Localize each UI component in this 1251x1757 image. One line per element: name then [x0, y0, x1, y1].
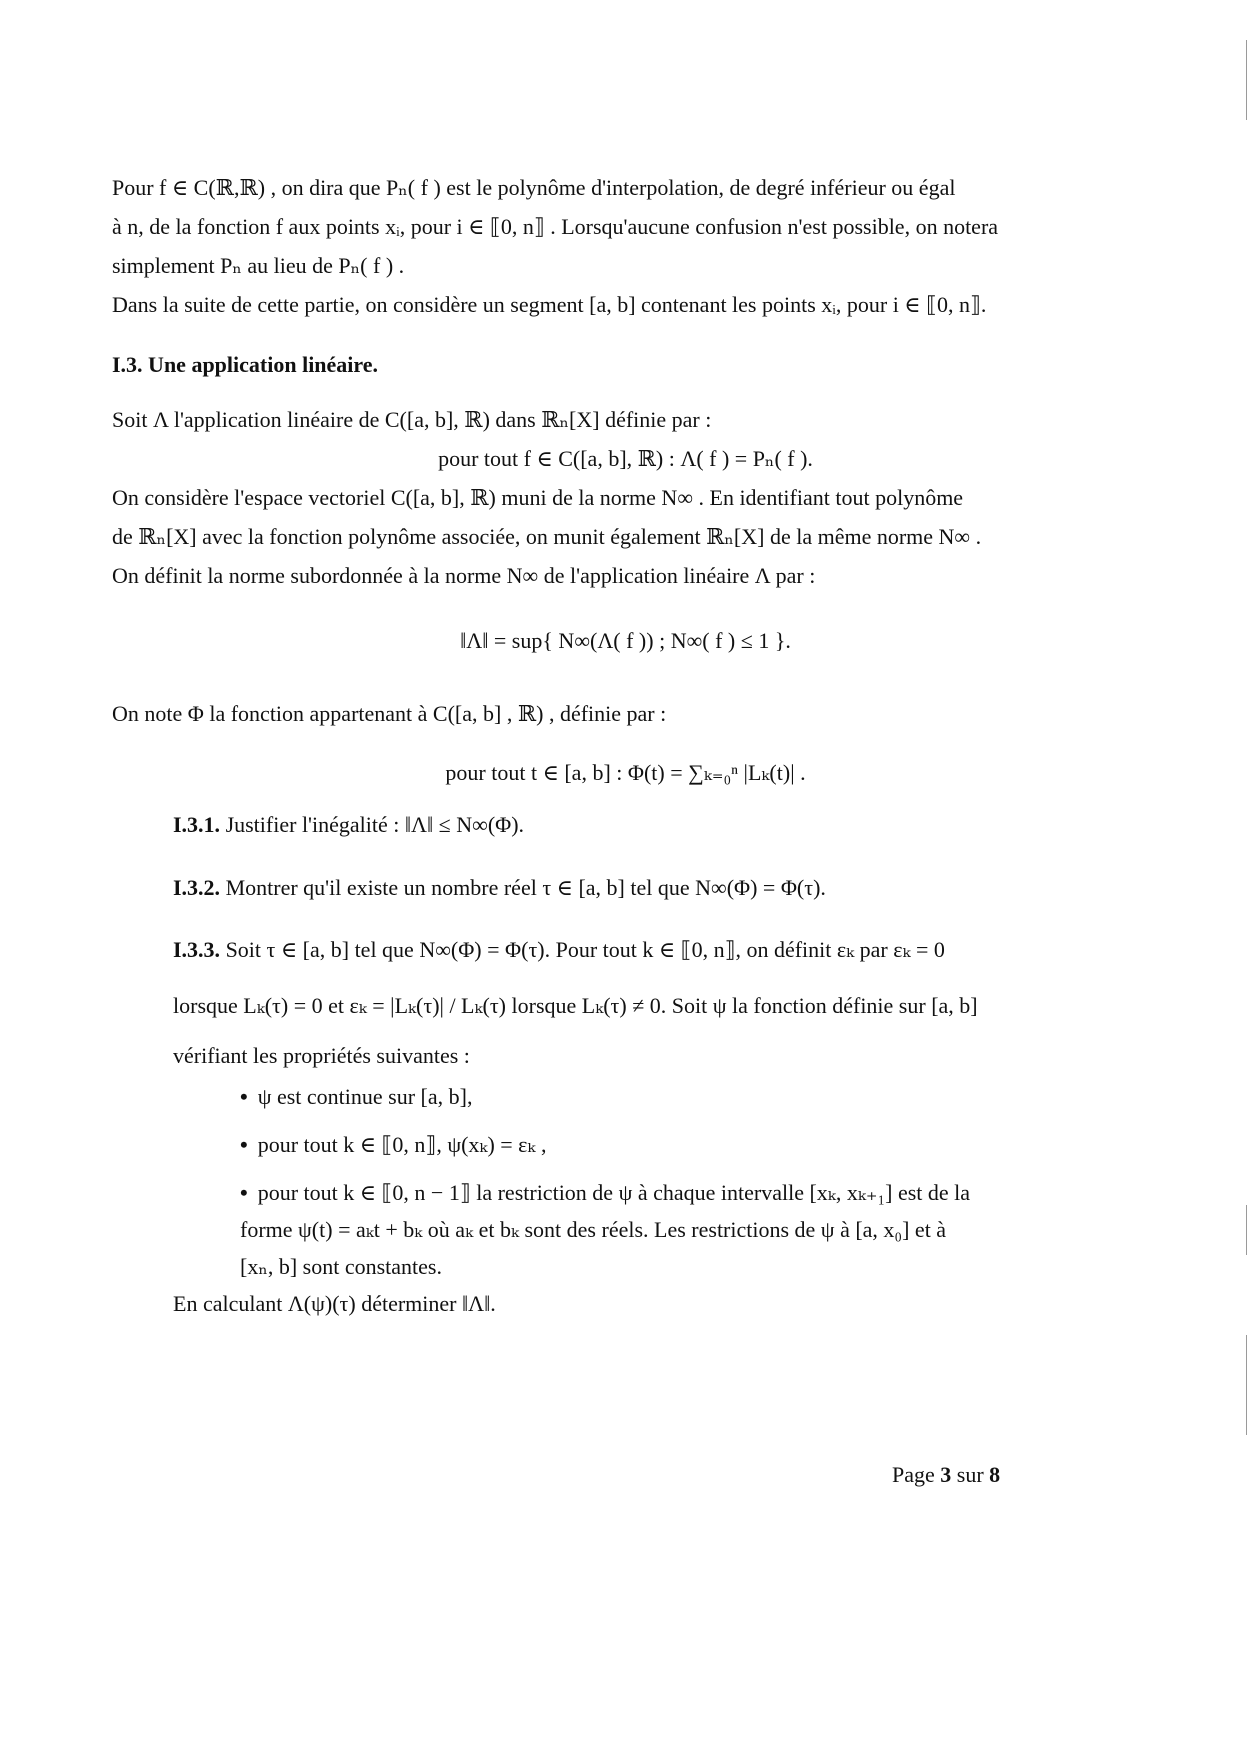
page-number: [892, 1460, 1000, 1490]
scan-edge-mark: [1246, 1205, 1247, 1255]
intro-line-4: Dans la suite de cette partie, on considère un segment [a, b] contenant les points xᵢ, pour i ∈ ⟦0, n⟧.: [112, 292, 987, 317]
question-3-line-3: vérifiant les propriétés suivantes :: [173, 1043, 470, 1068]
page-current: 3: [940, 1462, 952, 1487]
phi-formula: pour tout t ∈ [a, b] : Φ(t) = ∑ₖ₌₀ⁿ |Lₖ(t)| .: [445, 760, 806, 785]
question-2-text: Montrer qu'il existe un nombre réel τ ∈ [a, b] tel que N∞(Φ) = Φ(τ).: [220, 875, 826, 900]
question-3-line-2: lorsque Lₖ(τ) = 0 et εₖ = |Lₖ(τ)| / Lₖ(τ) lorsque Lₖ(τ) ≠ 0. Soit ψ la fonction définie sur [a, b]: [173, 993, 978, 1018]
section-title: I.3. Une application linéaire.: [112, 352, 379, 377]
bullet-3-line-3: [xₙ, b] sont constantes.: [240, 1254, 442, 1279]
question-1-text: Justifier l'inégalité : ‖Λ‖ ≤ N∞(Φ).: [220, 812, 525, 837]
intro-line-2: à n, de la fonction f aux points xᵢ, pour i ∈ ⟦0, n⟧ . Lorsqu'aucune confusion n'est possible, on notera: [112, 214, 999, 239]
bullet-3-line-2: forme ψ(t) = aₖt + bₖ où aₖ et bₖ sont des réels. Les restrictions de ψ à [a, x₀] et à: [240, 1217, 947, 1242]
intro-line-3: simplement Pₙ au lieu de Pₙ( f ) .: [112, 253, 405, 278]
question-3-final: En calculant Λ(ψ)(τ) déterminer ‖Λ‖.: [173, 1291, 496, 1316]
question-3-number: I.3.3.: [173, 937, 221, 962]
bullet-icon: •: [240, 1132, 248, 1157]
question-2-number: I.3.2.: [173, 875, 221, 900]
bullet-icon: •: [240, 1084, 248, 1109]
question-3-line-1: [173, 935, 945, 965]
page-total: 8: [989, 1462, 1001, 1487]
page-middle: sur: [951, 1462, 990, 1487]
intro-line-1: Pour f ∈ C(ℝ,ℝ) , on dira que Pₙ( f ) est le polynôme d'interpolation, de degré inférieur ou égal: [112, 175, 956, 200]
page-prefix: Page: [892, 1462, 941, 1487]
lambda-line-1: Soit Λ l'application linéaire de C([a, b], ℝ) dans ℝₙ[X] définie par :: [112, 407, 712, 432]
lambda-definition: pour tout f ∈ C([a, b], ℝ) : Λ( f ) = Pₙ( f ).: [438, 446, 813, 471]
phi-line-1: On note Φ la fonction appartenant à C([a, b] , ℝ) , définie par :: [112, 701, 667, 726]
lambda-line-4: de ℝₙ[X] avec la fonction polynôme associée, on munit également ℝₙ[X] de la même norme N∞ .: [112, 524, 982, 549]
scan-edge-mark: [1246, 1335, 1247, 1435]
bullet-3-text: pour tout k ∈ ⟦0, n − 1⟧ la restriction de ψ à chaque intervalle [xₖ, xₖ₊₁] est de la: [257, 1180, 971, 1205]
question-3-text: Soit τ ∈ [a, b] tel que N∞(Φ) = Φ(τ). Pour tout k ∈ ⟦0, n⟧, on définit εₖ par εₖ = 0: [220, 937, 945, 962]
bullet-item-2: [240, 1130, 546, 1160]
bullet-icon: •: [240, 1180, 248, 1205]
bullet-2-text: pour tout k ∈ ⟦0, n⟧, ψ(xₖ) = εₖ ,: [257, 1132, 547, 1157]
norm-formula: ‖Λ‖ = sup{ N∞(Λ( f )) ; N∞( f ) ≤ 1 }.: [460, 628, 791, 653]
bullet-1-text: ψ est continue sur [a, b],: [257, 1084, 473, 1109]
lambda-line-3: On considère l'espace vectoriel C([a, b], ℝ) muni de la norme N∞ . En identifiant tout polynôme: [112, 485, 964, 510]
question-1-number: I.3.1.: [173, 812, 221, 837]
bullet-item-1: [240, 1082, 472, 1112]
question-1: [173, 810, 524, 840]
lambda-line-5: On définit la norme subordonnée à la norme N∞ de l'application linéaire Λ par :: [112, 563, 816, 588]
bullet-item-3: [240, 1178, 970, 1208]
question-2: [173, 873, 826, 903]
scan-edge-mark: [1246, 40, 1247, 120]
